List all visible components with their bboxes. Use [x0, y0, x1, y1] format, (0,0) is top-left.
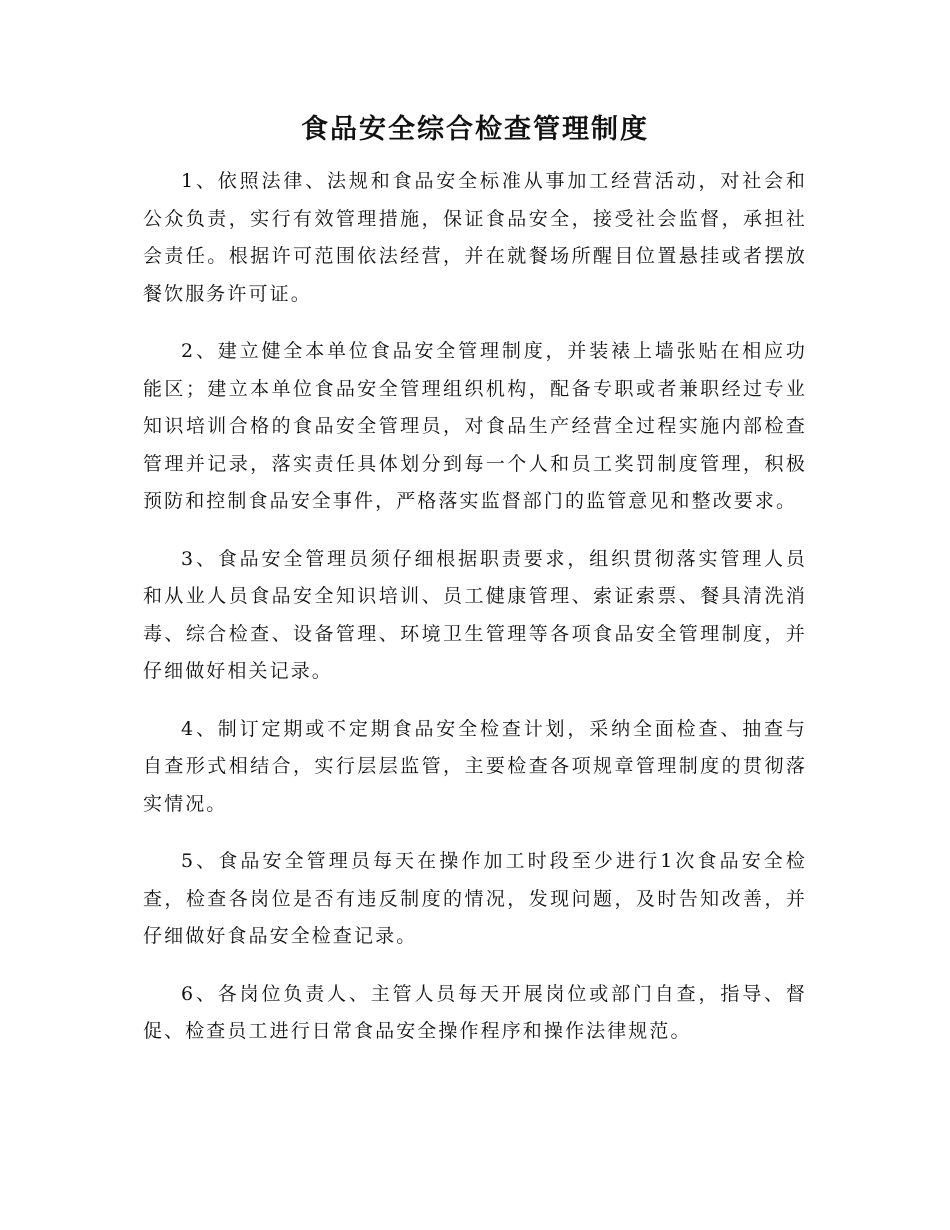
paragraph-6: 6、各岗位负责人、主管人员每天开展岗位或部门自查，指导、督促、检查员工进行日常食品安全操作程序和操作法律规范。 [143, 982, 807, 1042]
paragraph-1: 1、依照法律、法规和食品安全标准从事加工经营活动，对社会和公众负责，实行有效管理措施，保证食品安全，接受社会监督，承担社会责任。根据许可范围依法经营，并在就餐场所醒目位置悬挂或者摆放餐饮服务许可证。 [143, 170, 807, 305]
paragraph-5: 5、食品安全管理员每天在操作加工时段至少进行1次食品安全检查，检查各岗位是否有违反制度的情况，发现问题，及时告知改善，并仔细做好食品安全检查记录。 [143, 850, 807, 947]
paragraph-4: 4、制订定期或不定期食品安全检查计划，采纳全面检查、抽查与自查形式相结合，实行层层监管，主要检查各项规章管理制度的贯彻落实情况。 [143, 717, 807, 815]
paragraph-3: 3、食品安全管理员须仔细根据职责要求，组织贯彻落实管理人员和从业人员食品安全知识培训、员工健康管理、索证索票、餐具清洗消毒、综合检查、设备管理、环境卫生管理等各项食品安全管理制度，并仔细做好相关记录。 [143, 547, 807, 682]
paragraph-2: 2、建立健全本单位食品安全管理制度，并装裱上墙张贴在相应功能区；建立本单位食品安全管理组织机构，配备专职或者兼职经过专业知识培训合格的食品安全管理员，对食品生产经营全过程实施内部检查管理并记录，落实责任具体划分到每一个人和员工奖罚制度管理，积极预防和控制食品安全事件，严格落实监督部门的监管意见和整改要求。 [143, 340, 807, 512]
document-body [143, 163, 807, 1071]
document-title: 食品安全综合检查管理制度 [301, 114, 649, 145]
